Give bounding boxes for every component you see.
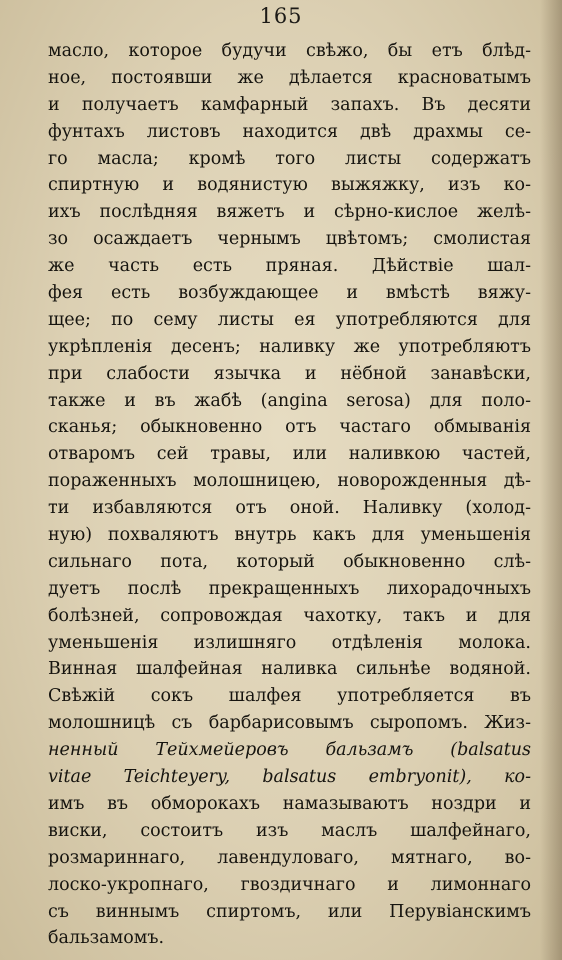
text-line: молошницѣ съ барбарисовымъ сыропомъ. Жиз- xyxy=(48,713,531,734)
text-line: сильнаго пота, который обыкновенно слѣ- xyxy=(48,551,531,572)
text-line: го масла; кромѣ того листы содержатъ xyxy=(48,148,531,169)
text-line: ную) похваляютъ внутрь какъ для уменьшенія xyxy=(48,525,531,546)
text-line: розмариннаго, лавендуловаго, мятнаго, во- xyxy=(48,847,531,868)
text-line: спиртную и водянистую выжяжку, изъ ко- xyxy=(48,175,531,196)
text-line: имъ въ обморокахъ намазываютъ ноздри и xyxy=(48,793,531,814)
text-line: ихъ послѣдняя вяжетъ и сѣрно-кислое желѣ- xyxy=(48,202,531,223)
text-line: лоско-укропнаго, гвоздичнаго и лимоннаго xyxy=(48,874,531,895)
text-line: болѣзней, сопровождая чахотку, такъ и для xyxy=(48,605,531,626)
text-line: Винная шалфейная наливка сильнѣе водяной. xyxy=(48,659,531,680)
text-line: Свѣжій сокъ шалфея употребляется въ xyxy=(48,686,531,707)
text-line: отваромъ сей травы, или наливкою частей, xyxy=(48,444,531,465)
text-line: ное, постоявши же дѣлается красноватымъ xyxy=(48,67,531,88)
text-line: vitae Teichtеyery, balsatus embryonit), ко- xyxy=(48,767,531,788)
text-line: же часть есть пряная. Дѣйствіе шал- xyxy=(48,256,531,277)
text-line: также и въ жабѣ (angina serosa) для поло- xyxy=(48,390,531,411)
text-line: пораженныхъ молошницею, новорожденныя дѣ- xyxy=(48,471,531,492)
page-number: 165 xyxy=(259,4,303,28)
text-line: сканья; обыкновенно отъ частаго обмыванія xyxy=(48,417,531,438)
text-line: и получаетъ камфарный запахъ. Въ десяти xyxy=(48,94,531,115)
text-line: зо осаждаетъ чернымъ цвѣтомъ; смолистая xyxy=(48,229,531,250)
text-line: при слабости язычка и нёбной занавѣски, xyxy=(48,363,531,384)
text-line: виски, состоитъ изъ маслъ шалфейнаго, xyxy=(48,820,531,841)
page-edge-shadow xyxy=(540,0,562,960)
text-line: фунтахъ листовъ находится двѣ драхмы се- xyxy=(48,121,531,142)
text-line: щее; по сему листы ея употребляются для xyxy=(48,309,531,330)
text-line: масло, которое будучи свѣжо, бы етъ блѣд- xyxy=(48,41,531,61)
text-line: уменьшенія излишняго отдѣленія молока. xyxy=(48,632,531,653)
text-line: дуетъ послѣ прекращенныхъ лихорадочныхъ xyxy=(48,578,531,599)
text-line: бальзамомъ. xyxy=(48,928,165,949)
text-line: укрѣпленія десенъ; наливку же употребляютъ xyxy=(48,336,531,357)
text-line: фея есть возбуждающее и вмѣстѣ вяжу- xyxy=(48,283,531,304)
text-line: съ виннымъ спиртомъ, или Перувіанскимъ xyxy=(48,901,531,922)
text-line: ти избавляются отъ оной. Наливку (холод- xyxy=(48,498,531,519)
body-text xyxy=(48,38,531,952)
text-line: ненный Тейхмейеровъ бальзамъ (balsatus xyxy=(48,740,531,761)
